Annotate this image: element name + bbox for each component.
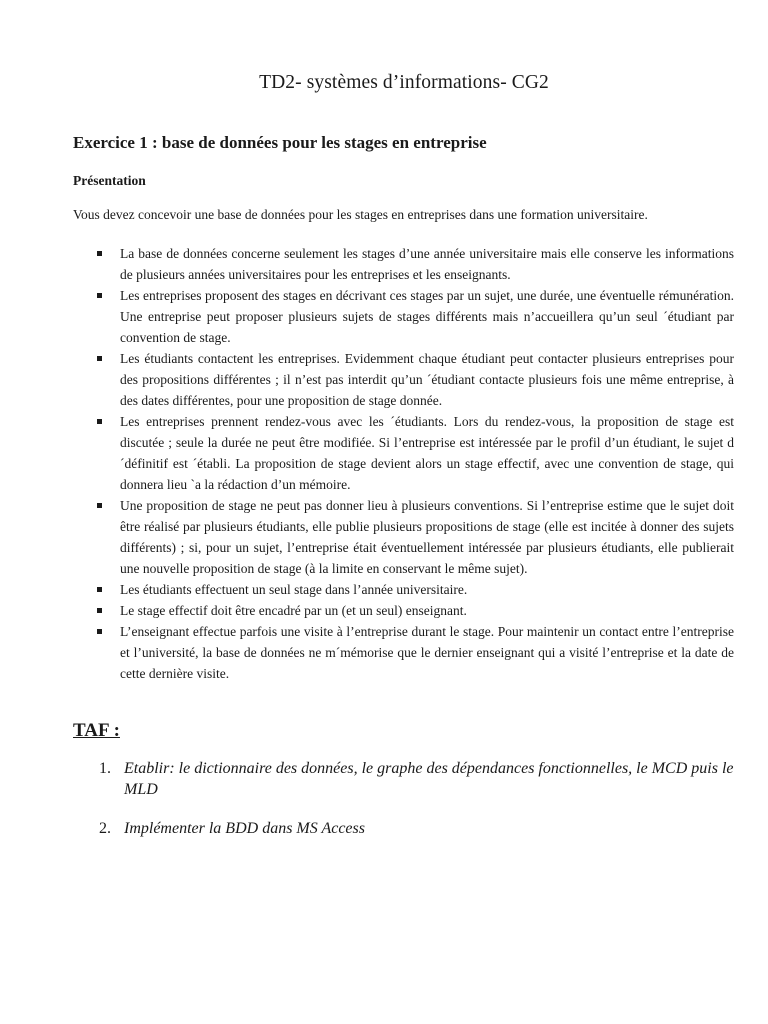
requirements-list — [73, 243, 734, 684]
square-bullet-icon — [97, 251, 102, 256]
task-number: 1. — [99, 760, 111, 777]
square-bullet-icon — [97, 629, 102, 634]
square-bullet-icon — [97, 356, 102, 361]
task-text: Implémenter la BDD dans MS Access — [124, 820, 365, 837]
list-item-text: Les entreprises proposent des stages en décrivant ces stages par un sujet, une durée, une éventuelle rémunération. Une entreprise peut proposer plusieurs sujets de stages différents mais n’accueillera qu’un seul ´étudiant par convention de stage. — [120, 288, 734, 345]
list-item-text: Les étudiants effectuent un seul stage dans l’année universitaire. — [120, 582, 468, 597]
square-bullet-icon — [97, 587, 102, 592]
square-bullet-icon — [97, 608, 102, 613]
document-title: TD2- systèmes d’informations- CG2 — [259, 72, 549, 93]
section-heading: Présentation — [73, 173, 146, 188]
task-list — [73, 758, 734, 857]
list-item — [73, 495, 734, 579]
list-item-text: Les étudiants contactent les entreprises. Evidemment chaque étudiant peut contacter plusieurs entreprises pour des propositions différentes ; il n’est pas interdit qu’un ´étudiant contacte plusieurs fois une même entreprise, à des dates différentes, pour une proposition de stage donnée. — [120, 351, 734, 408]
square-bullet-icon — [97, 419, 102, 424]
intro-paragraph: Vous devez concevoir une base de données pour les stages en entreprises dans une formation universitaire. — [73, 207, 648, 222]
list-item-text: L’enseignant effectue parfois une visite à l’entreprise durant le stage. Pour maintenir un contact entre l’entreprise et l’université, la base de données ne m´mémorise que le dernier enseignant qui a visité l’entreprise et la date de cette dernière visite. — [120, 624, 734, 681]
list-item — [73, 411, 734, 495]
square-bullet-icon — [97, 503, 102, 508]
list-item — [73, 579, 734, 600]
list-item-text: Le stage effectif doit être encadré par un (et un seul) enseignant. — [120, 603, 467, 618]
list-item — [73, 243, 734, 285]
task-item — [73, 758, 734, 800]
square-bullet-icon — [97, 293, 102, 298]
task-text: Etablir: le dictionnaire des données, le graphe des dépendances fonctionnelles, le MCD puis le MLD — [124, 760, 734, 798]
list-item — [73, 348, 734, 411]
list-item-text: La base de données concerne seulement les stages d’une année universitaire mais elle conserve les informations de plusieurs années universitaires pour les entreprises et les enseignants. — [120, 246, 734, 282]
list-item-text: Les entreprises prennent rendez-vous avec les ´étudiants. Lors du rendez-vous, la proposition de stage est discutée ; seule la durée ne peut être modifiée. Si l’entreprise est intéressée par le profil d’un étudiant, le sujet d´définitif est ´établi. La proposition de stage devient alors un stage effectif, avec une convention de stage, qui donnera lieu `a la rédaction d’un mémoire. — [120, 414, 734, 492]
list-item-text: Une proposition de stage ne peut pas donner lieu à plusieurs conventions. Si l’entreprise estime que le sujet doit être réalisé par plusieurs étudiants, elle publie plusieurs propositions de stage (elle est incitée à donner des sujets différents) ; si, pour un sujet, l’entreprise était éventuellement intéressée par plusieurs étudiants, elle publierait une nouvelle proposition de stage (à la limite en conservant le même sujet). — [120, 498, 734, 576]
task-number: 2. — [99, 820, 111, 837]
exercise-title: Exercice 1 : base de données pour les stages en entreprise — [73, 133, 487, 152]
taf-heading: TAF : — [73, 720, 120, 741]
list-item — [73, 285, 734, 348]
list-item — [73, 621, 734, 684]
list-item — [73, 600, 734, 621]
task-item — [73, 818, 734, 839]
